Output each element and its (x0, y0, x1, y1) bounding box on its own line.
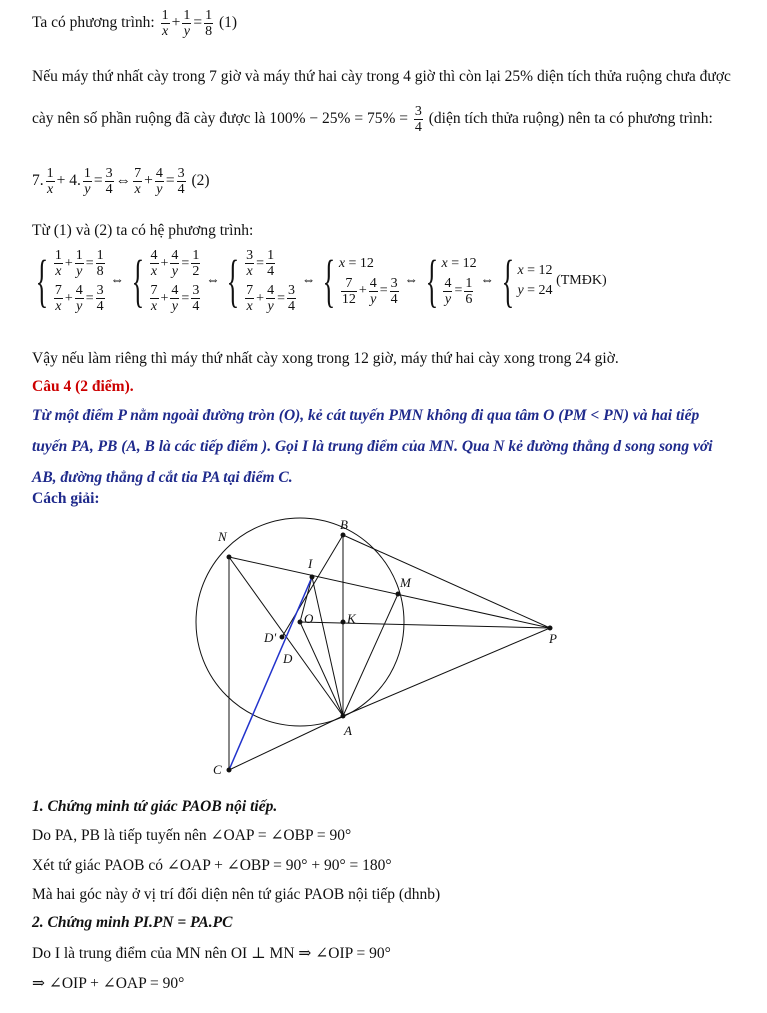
step-1: Do PA, PB là tiếp tuyến nên ∠OAP = ∠OBP = 90° (32, 827, 352, 844)
label-i: I (308, 556, 313, 571)
tmdk-note: (TMĐK) (556, 273, 607, 289)
label-m: M (400, 575, 411, 590)
system-intro: Từ (1) và (2) ta có hệ phương trình: (32, 222, 254, 239)
label-a: A (344, 723, 352, 738)
system-of-equations: { $\frac{1}{x}$ + $\frac{1}{y}$ = $\frac{1}{8}$ $\frac{7}{x}$ + $\frac{4}{y}$ = $\frac{3}{4}$ ⇔ { $\frac{4}{x}$ + $\frac{4}{y}$ = $\frac{1}{2}$ $\frac{7}{x}$ + $\frac{4}{y}$ = $\frac{3}{4}$ ⇔ { $\frac{3}{x}$ = $\frac{1}{4}$ $\frac{7}{x}$ + $\frac{4}{y}$ = $\frac{3}{4}$ ⇔ { x = 12 $\frac{7}{12}$ + $\frac{4}{y}$ = $\frac{3}{4}$ ⇔ { x = 12 $\frac{4}{y}$ = $\frac{1}{6}$ ⇔ { x = 12 y = 24 (TMĐK) (35, 248, 607, 314)
step-5: ⇒ ∠OIP + ∠OAP = 90° (32, 975, 185, 992)
step-4: Do I là trung điểm của MN nên OI ⊥ MN ⇒ ∠OIP = 90° (32, 945, 391, 962)
part-1-heading: 1. Chứng minh tứ giác PAOB nội tiếp. (32, 798, 278, 815)
solution-label: Cách giải: (32, 490, 100, 507)
label-o: O (304, 611, 314, 626)
label-d-prime: D' (264, 630, 277, 645)
equation-2-line: 7. $\frac{1}{x}$ + 4. $\frac{1}{y}$ = $\frac{3}{4}$ ⇔ $\frac{7}{x}$ + $\frac{4}{y}$ = $\frac{3}{4}$ (2) (32, 166, 210, 197)
equation-1-prefix: Ta có phương trình: (32, 14, 155, 32)
label-c: C (213, 762, 222, 777)
question-4-title: Câu 4 (2 điểm). (32, 378, 134, 395)
step-3: Mà hai góc này ở vị trí đối diện nên tứ giác PAOB nội tiếp (dhnb) (32, 886, 441, 903)
conclusion: Vậy nếu làm riêng thì máy thứ nhất cày xong trong 12 giờ, máy thứ hai cày xong trong 24 giờ. (32, 350, 619, 367)
label-n: N (218, 529, 227, 544)
step-2: Xét tứ giác PAOB có ∠OAP + ∠OBP = 90° + 90° = 180° (32, 857, 392, 874)
label-p: P (549, 631, 557, 646)
label-d: D (283, 651, 293, 666)
equation-1-tag: (1) (218, 14, 238, 32)
part-2-heading: 2. Chứng minh PI.PN = PA.PC (32, 914, 233, 931)
equation-1-line: Ta có phương trình: $\frac{1}{x}$ + $\frac{1}{y}$ = $\frac{1}{8}$ (1) (32, 8, 238, 39)
paragraph-plowing: Nếu máy thứ nhất cày trong 7 giờ và máy thứ hai cày trong 4 giờ thì còn lại 25% diện tích thửa ruộng chưa được cày nên số phần ruộng đã cày được là 100% − 25% = 75% = $\frac{3}{4}$ (diện tích thửa ruộng) nên ta có phương trình: (32, 68, 731, 135)
equation-2-tag: (2) (191, 172, 210, 190)
label-k: K (347, 611, 356, 626)
question-4-text: Từ một điểm P nằm ngoài đường tròn (O), kẻ cát tuyến PMN không đi qua tâm O (PM < PN) và hai tiếp tuyến PA, PB (A, B là các tiếp điểm ). Gọi I là trung điểm của MN. Qua N kẻ đường thẳng d song song với AB, đường thẳng d cắt tia PA tại điểm C. (32, 407, 713, 486)
figure-lines (229, 535, 550, 770)
blue-line (229, 577, 312, 770)
label-b: B (340, 517, 348, 532)
